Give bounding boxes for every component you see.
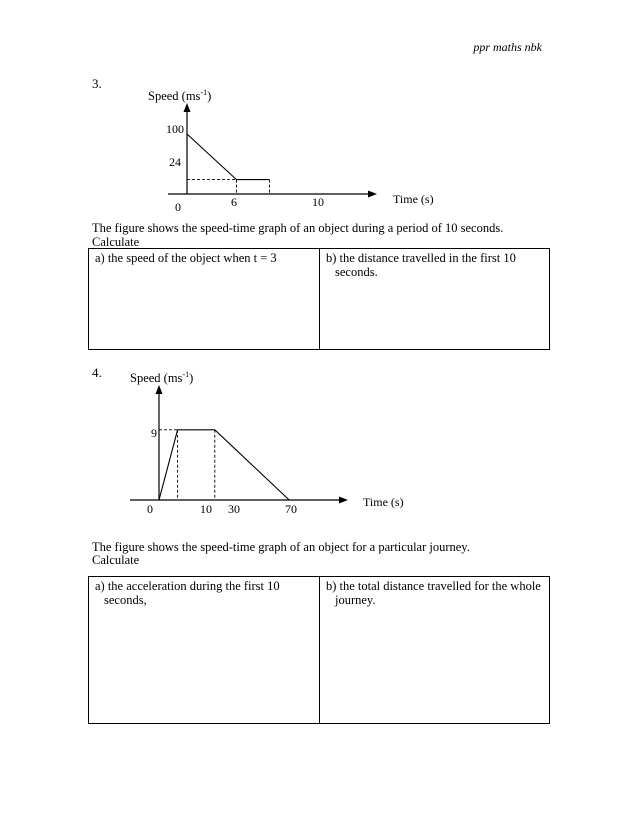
q3-y-axis-label: Speed $(ms^{-1})$ <box>148 88 212 103</box>
q4-answer-area-a[interactable] <box>89 577 320 723</box>
q4-x-tick-label: 10 <box>200 502 212 516</box>
q4-part-b-prompt: b) the total distance travelled for the whole journey. <box>326 579 541 607</box>
q3-y-tick-label: 100 <box>166 122 184 136</box>
q4-answer-area-b[interactable] <box>320 577 549 723</box>
q4-origin-label: 0 <box>147 502 153 516</box>
q3-x-axis-label: Time (s) <box>393 192 434 206</box>
q3-calculate-label: Calculate <box>92 235 140 249</box>
q4-speed-segment <box>215 430 289 500</box>
q4-part-a-prompt: a) the acceleration during the first 10 seconds, <box>95 579 280 607</box>
q3-origin-label: 0 <box>175 200 181 214</box>
q4-description: The figure shows the speed-time graph of an object for a particular journey. <box>92 540 470 554</box>
q4-x-tick-label: 30 <box>228 502 240 516</box>
q4-speed-segment <box>159 430 178 500</box>
q4-y-axis-arrow <box>156 385 163 394</box>
q3-x-tick-label: 10 <box>312 195 324 209</box>
q3-part-b-prompt: b) the distance travelled in the first 10 seconds. <box>326 251 516 279</box>
q4-calculate-label: Calculate <box>92 553 140 567</box>
q3-description: The figure shows the speed-time graph of an object during a period of 10 seconds. <box>92 221 504 235</box>
q4-y-tick-label: 9 <box>151 426 157 440</box>
q3-part-a-prompt: a) the speed of the object when t = 3 <box>95 251 277 265</box>
q4-answer-table <box>88 576 550 724</box>
question-number-4: 4. <box>92 365 102 380</box>
q3-y-tick-label: 24 <box>169 155 181 169</box>
q3-x-tick-label: 6 <box>231 195 237 209</box>
q4-x-axis-label: Time (s) <box>363 495 404 509</box>
q4-x-tick-label: 70 <box>285 502 297 516</box>
q4-y-axis-label: Speed $(ms^{-1})$ <box>130 370 194 385</box>
page-header: ppr maths nbk <box>473 40 542 54</box>
q4-x-axis-arrow <box>339 497 348 504</box>
question-number-3: 3. <box>92 76 102 91</box>
